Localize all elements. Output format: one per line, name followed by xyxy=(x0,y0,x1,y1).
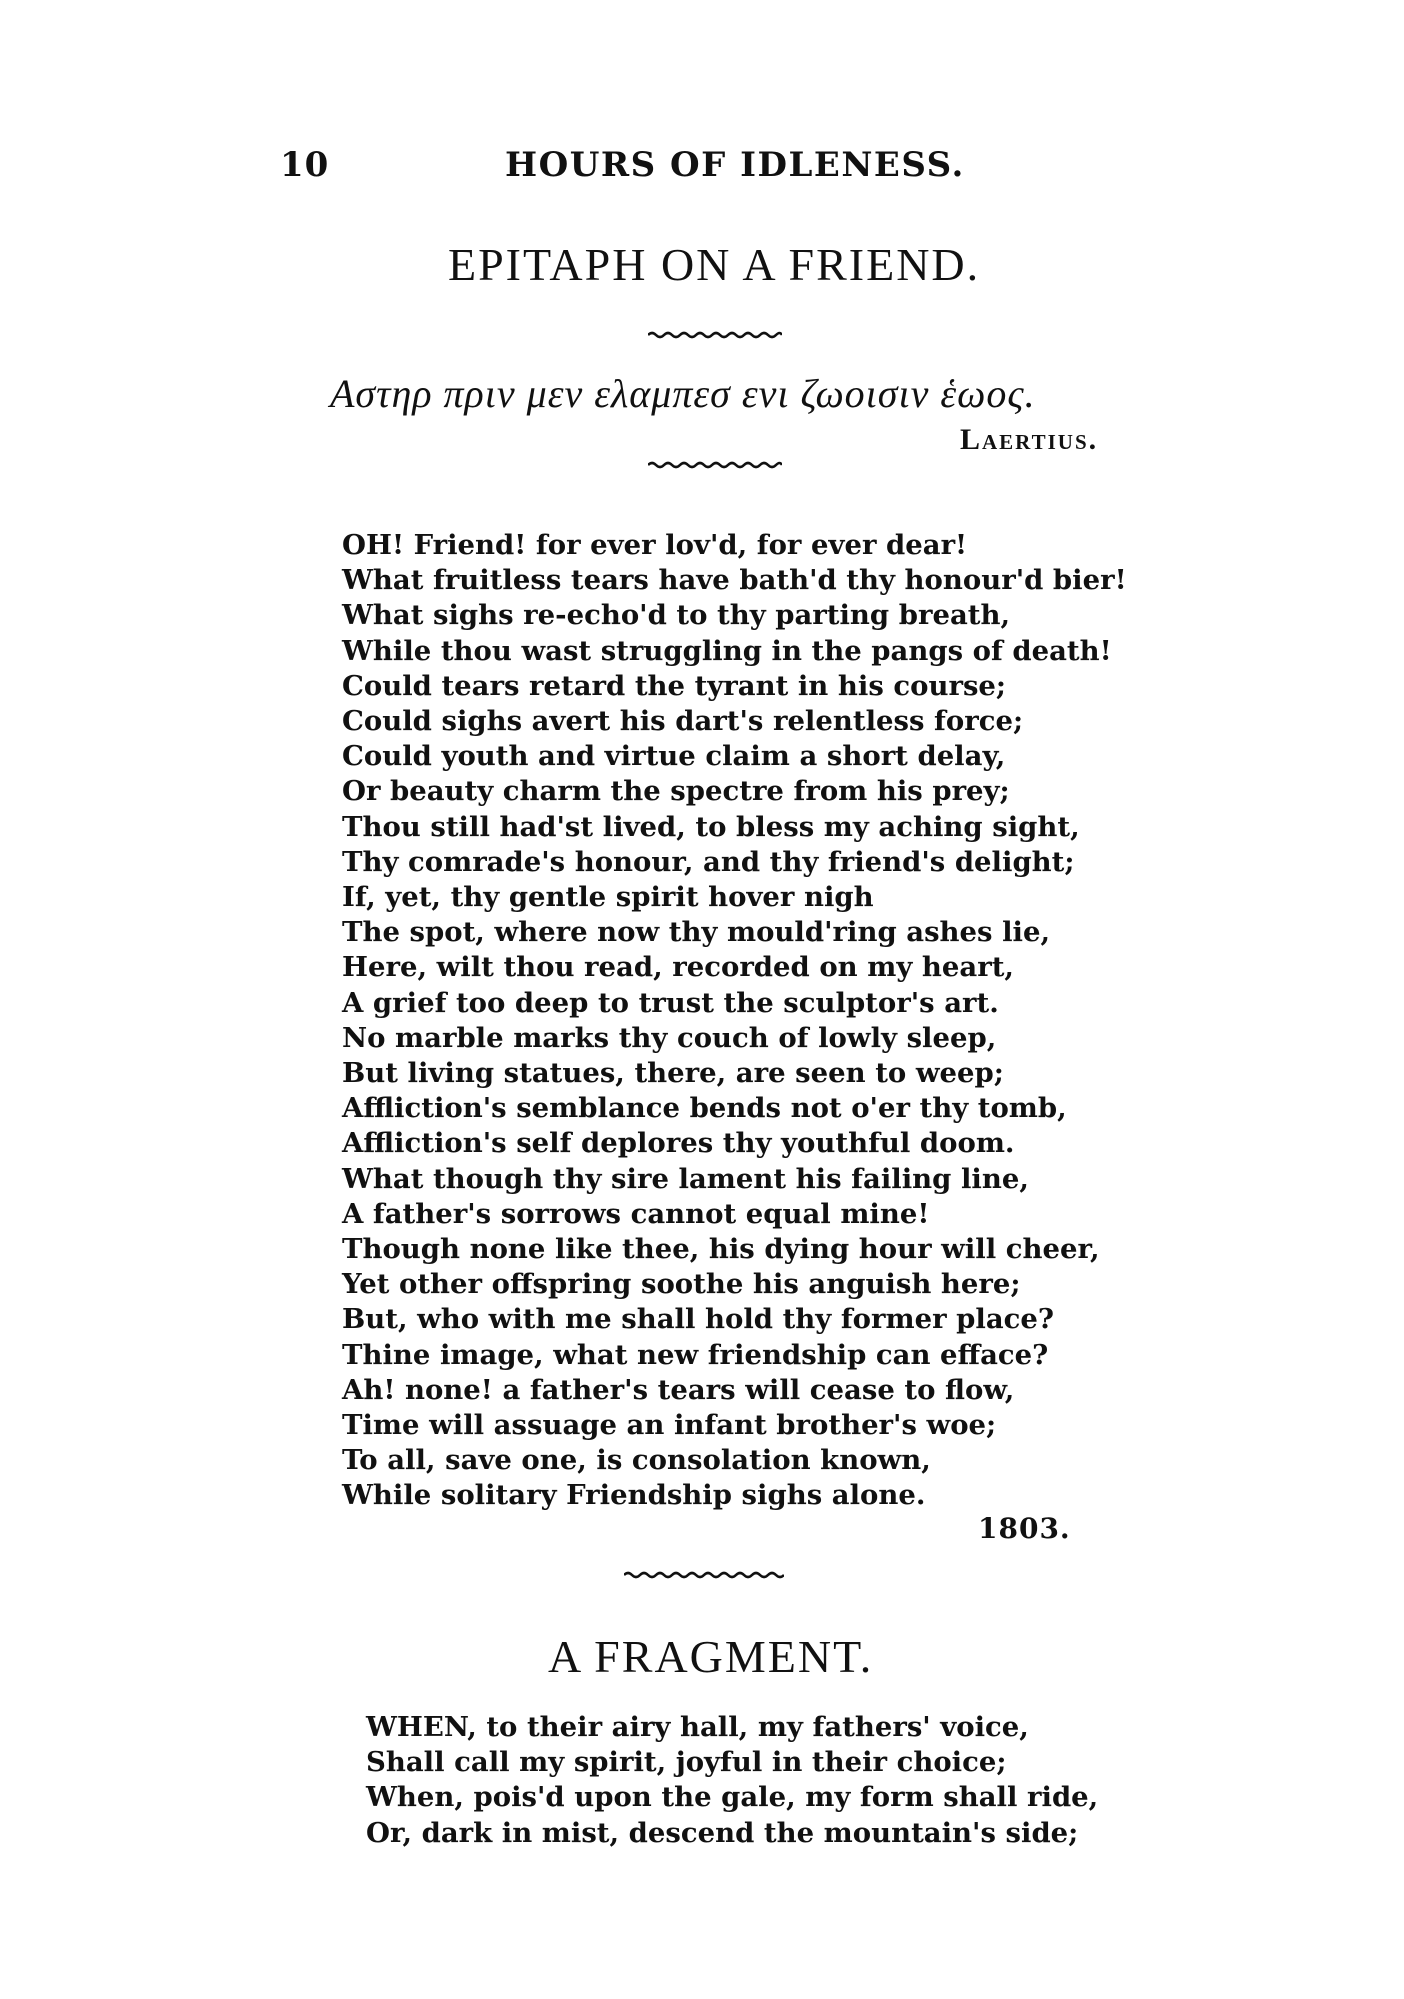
verse-line: When, pois'd upon the gale, my form shall ride, xyxy=(366,1781,1099,1814)
epitaph-verse xyxy=(342,528,1127,1514)
page-number: 10 xyxy=(280,145,330,185)
verse-line: Time will assuage an infant brother's woe; xyxy=(342,1409,997,1442)
verse-line: Affliction's semblance bends not o'er thy tomb, xyxy=(342,1092,1067,1125)
verse-line: WHEN, to their airy hall, my fathers' voice, xyxy=(366,1711,1029,1743)
verse-line: Thy comrade's honour, and thy friend's delight; xyxy=(342,845,1075,878)
verse-line: Thine image, what new friendship can efface? xyxy=(342,1338,1049,1371)
running-head xyxy=(280,145,1040,195)
verse-line: Could youth and virtue claim a short delay, xyxy=(342,740,1006,773)
verse-line: Though none like thee, his dying hour will cheer, xyxy=(342,1233,1100,1266)
verse-line: But, who with me shall hold thy former place? xyxy=(342,1303,1054,1336)
verse-line: While solitary Friendship sighs alone. xyxy=(342,1479,926,1512)
verse-line: No marble marks thy couch of lowly sleep, xyxy=(342,1021,997,1054)
poem-title-fragment: A FRAGMENT. xyxy=(548,1631,874,1682)
verse-line: Here, wilt thou read, recorded on my heart, xyxy=(342,951,1014,984)
ornamental-rule xyxy=(648,330,782,340)
epigraph-greek: Αστηρ πριν μεν ελαμπεσ ενι ζωοισιν ἑωος. xyxy=(330,371,1036,416)
verse-line: While thou wast struggling in the pangs of death! xyxy=(342,634,1112,667)
book-title: HOURS OF IDLENESS. xyxy=(505,145,965,185)
verse-line: Affliction's self deplores thy youthful doom. xyxy=(342,1127,1015,1160)
ornamental-rule xyxy=(648,460,782,470)
ornamental-rule xyxy=(624,1570,784,1580)
verse-line: Or beauty charm the spectre from his prey; xyxy=(342,775,1010,808)
verse-line: What though thy sire lament his failing line, xyxy=(342,1162,1029,1195)
verse-line: A father's sorrows cannot equal mine! xyxy=(342,1197,930,1230)
verse-line: Shall call my spirit, joyful in their choice; xyxy=(366,1746,1007,1779)
verse-line: The spot, where now thy mould'ring ashes lie, xyxy=(342,916,1051,949)
verse-line: But living statues, there, are seen to weep; xyxy=(342,1057,1004,1090)
epigraph-source: Laertius. xyxy=(960,423,1099,456)
verse-line: To all, save one, is consolation known, xyxy=(342,1444,931,1477)
verse-line: If, yet, thy gentle spirit hover nigh xyxy=(342,881,874,914)
verse-line: Or, dark in mist, descend the mountain's side; xyxy=(366,1816,1079,1849)
verse-line: OH! Friend! for ever lov'd, for ever dear! xyxy=(342,529,968,561)
poem-title-epitaph: EPITAPH ON A FRIEND. xyxy=(448,239,981,290)
verse-line: Thou still had'st lived, to bless my aching sight, xyxy=(342,810,1080,843)
verse-line: Could tears retard the tyrant in his course; xyxy=(342,669,1007,702)
verse-line: What sighs re-echo'd to thy parting breath, xyxy=(342,599,1011,632)
poem-date: 1803. xyxy=(978,1512,1071,1545)
verse-line: Yet other offspring soothe his anguish here; xyxy=(342,1268,1021,1301)
verse-line: Could sighs avert his dart's relentless force; xyxy=(342,705,1024,738)
fragment-verse xyxy=(366,1710,1098,1851)
verse-line: What fruitless tears have bath'd thy honour'd bier! xyxy=(342,564,1127,597)
verse-line: A grief too deep to trust the sculptor's art. xyxy=(342,986,999,1019)
verse-line: Ah! none! a father's tears will cease to flow, xyxy=(342,1373,1015,1406)
